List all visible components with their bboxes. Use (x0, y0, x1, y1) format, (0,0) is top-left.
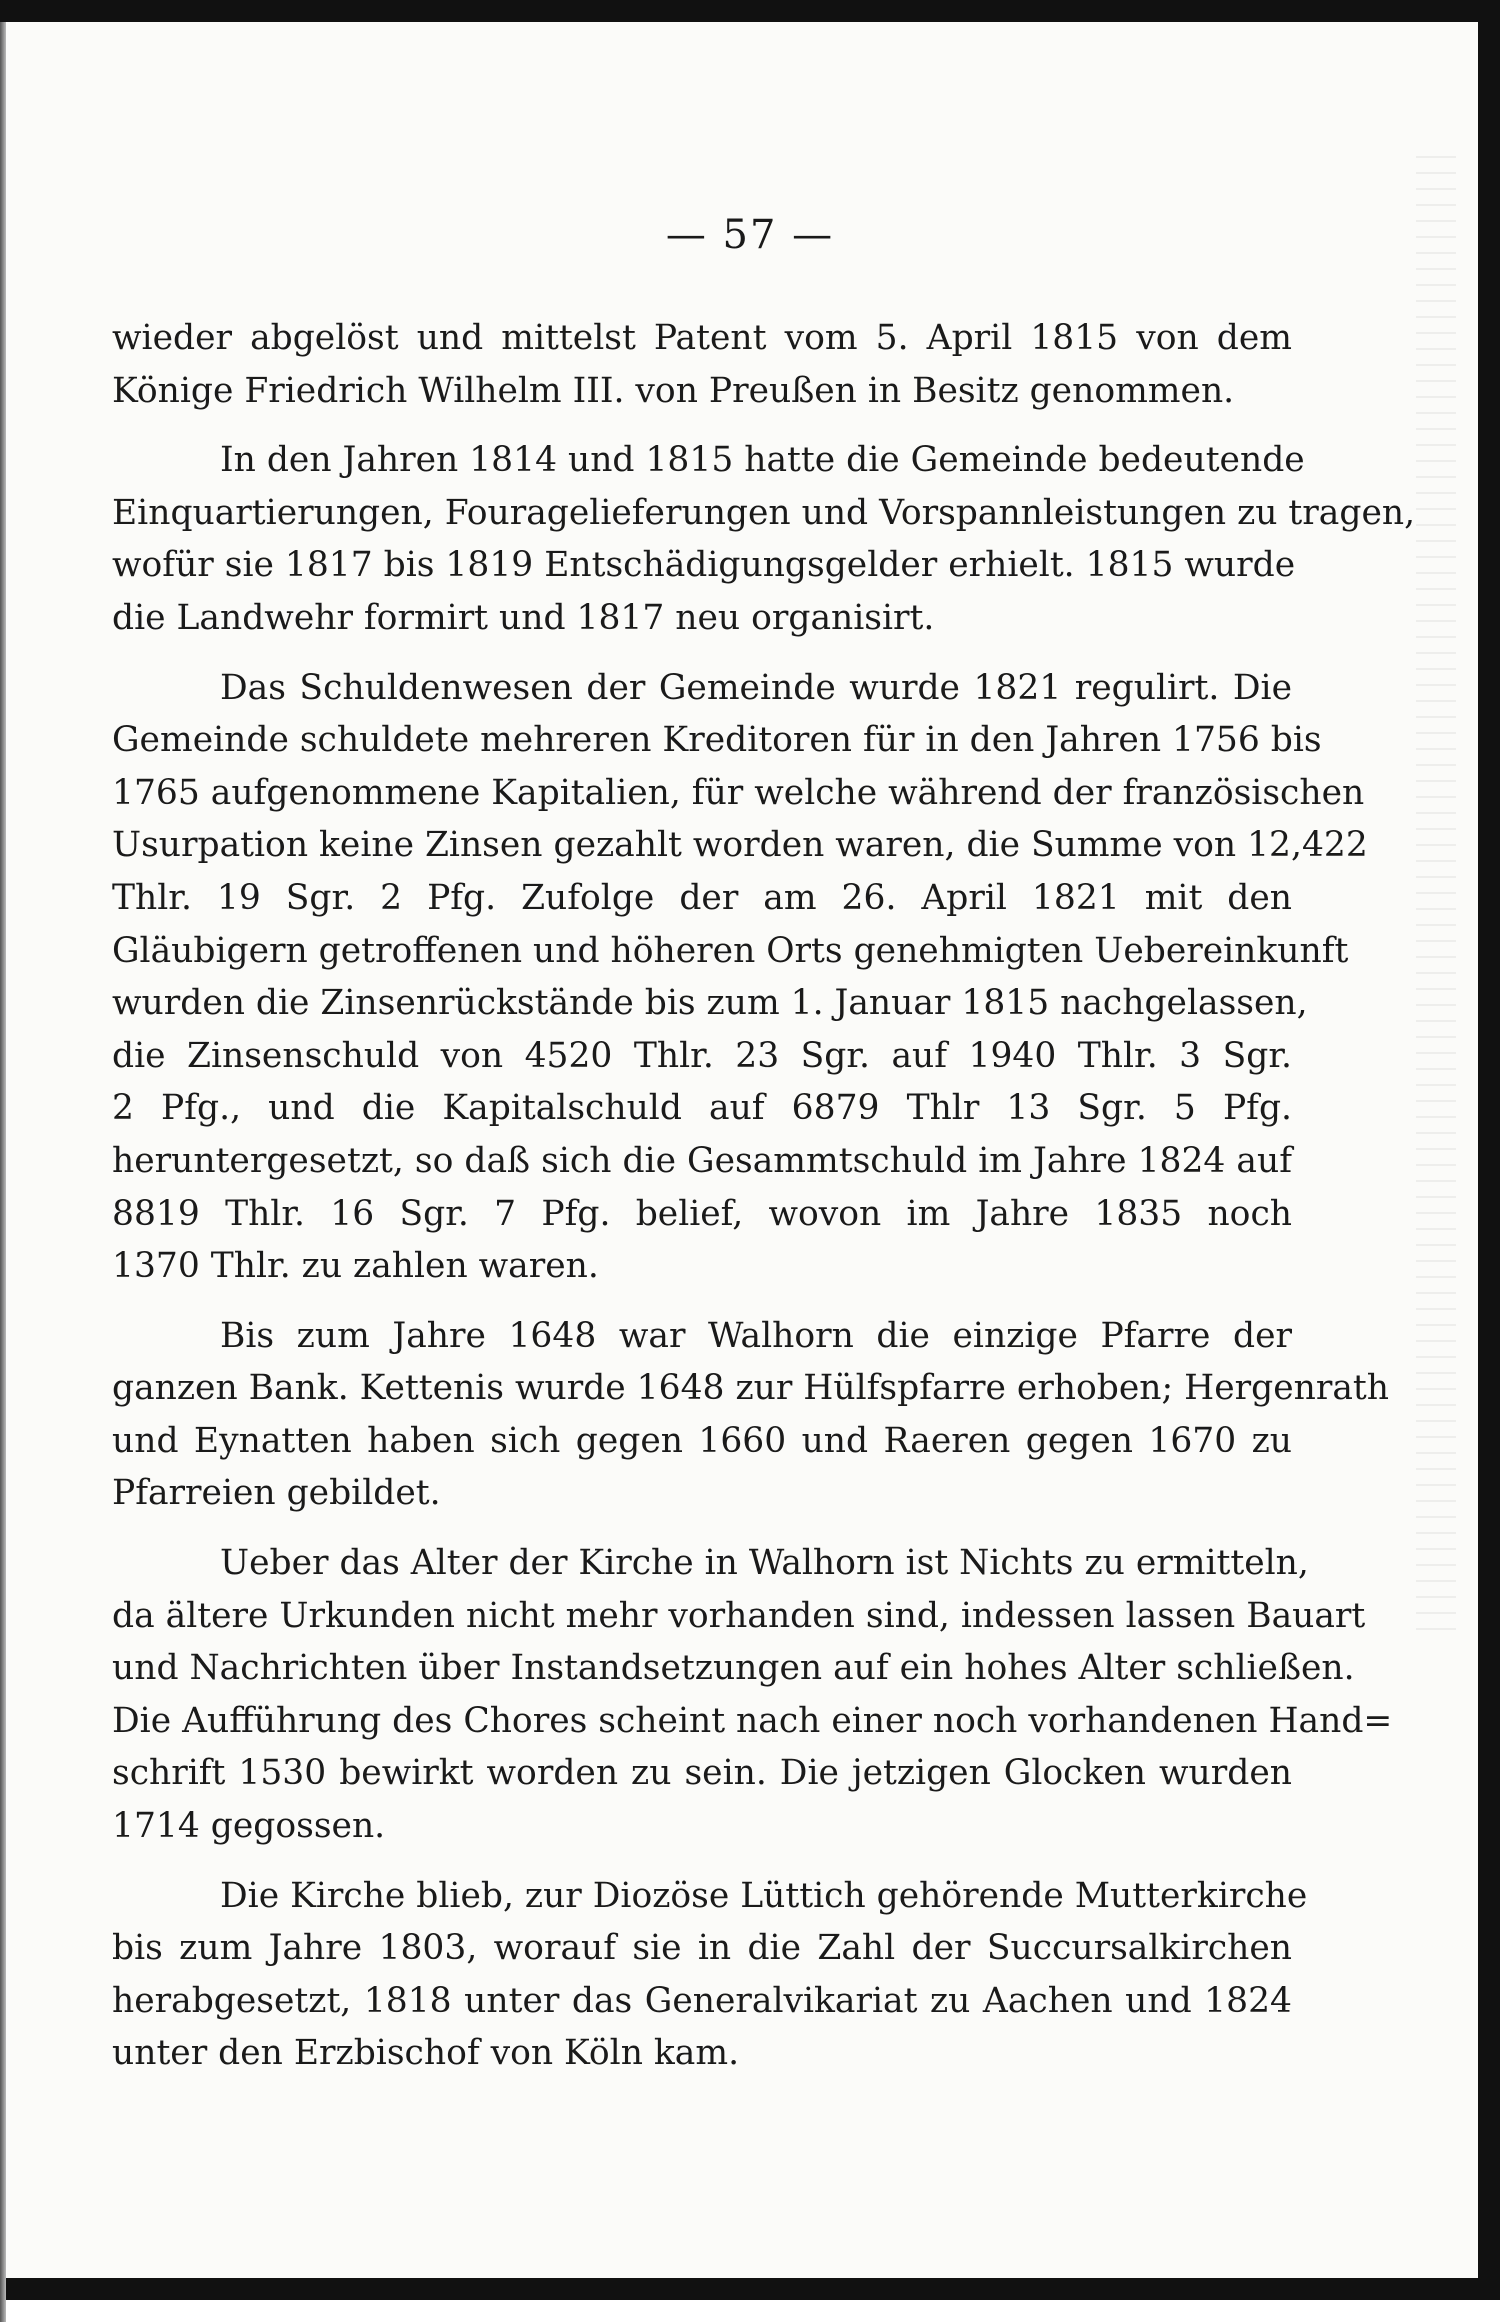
text-line: Die Kirche blieb, zur Diozöse Lüttich gehörende Mutterkirche (220, 1875, 1308, 1916)
text-line: ganzen Bank. Kettenis wurde 1648 zur Hülfspfarre erhoben; Hergenrath (112, 1368, 1389, 1409)
text-line: schrift 1530 bewirkt worden zu sein. Die jetzigen Glocken wurden (112, 1753, 1292, 1794)
text-line: herabgesetzt, 1818 unter das Generalvikariat zu Aachen und 1824 (112, 1980, 1292, 2021)
scan-noise (1416, 142, 1456, 1642)
text-line: heruntergesetzt, so daß sich die Gesammtschuld im Jahre 1824 auf (112, 1140, 1292, 1181)
paragraph (112, 662, 1368, 1293)
text-line: unter den Erzbischof von Köln kam. (112, 2033, 740, 2074)
text-line: und Nachrichten über Instandsetzungen auf ein hohes Alter schließen. (112, 1648, 1355, 1689)
text-line: wofür sie 1817 bis 1819 Entschädigungsgelder erhielt. 1815 wurde (112, 545, 1296, 586)
text-line: wurden die Zinsenrückstände bis zum 1. Januar 1815 nachgelassen, (112, 983, 1308, 1024)
body-text (112, 312, 1416, 2080)
paragraph (112, 1870, 1308, 2080)
text-line: da ältere Urkunden nicht mehr vorhanden sind, indessen lassen Bauart (112, 1595, 1366, 1636)
paragraph (112, 312, 1292, 417)
text-line: und Eynatten haben sich gegen 1660 und Raeren gegen 1670 zu (112, 1420, 1292, 1461)
text-line: 1765 aufgenommene Kapitalien, für welche während der französischen (112, 772, 1365, 813)
text-line: Einquartierungen, Fouragelieferungen und Vorspannleistungen zu tragen, (112, 492, 1416, 533)
text-line: wieder abgelöst und mittelst Patent vom 5. April 1815 von dem (112, 318, 1292, 358)
text-line: 2 Pfg., und die Kapitalschuld auf 6879 Thlr 13 Sgr. 5 Pfg. (112, 1088, 1292, 1129)
text-line: In den Jahren 1814 und 1815 hatte die Gemeinde bedeutende (220, 440, 1305, 481)
text-line: Bis zum Jahre 1648 war Walhorn die einzige Pfarre der (220, 1315, 1292, 1356)
text-line: Pfarreien gebildet. (112, 1473, 441, 1514)
text-line: Die Aufführung des Chores scheint nach einer noch vorhandenen Hand= (112, 1700, 1393, 1741)
paragraph (112, 1310, 1389, 1520)
text-line: die Landwehr formirt und 1817 neu organisirt. (112, 597, 935, 638)
text-line: Könige Friedrich Wilhelm III. von Preußen in Besitz genommen. (112, 370, 1235, 411)
text-line: Gläubigern getroffenen und höheren Orts genehmigten Uebereinkunft (112, 930, 1349, 971)
text-line: Usurpation keine Zinsen gezahlt worden waren, die Summe von 12,422 (112, 825, 1368, 866)
text-line: 1370 Thlr. zu zahlen waren. (112, 1246, 599, 1287)
text-line: 1714 gegossen. (112, 1806, 386, 1847)
text-line: Gemeinde schuldete mehreren Kreditoren für in den Jahren 1756 bis (112, 720, 1322, 761)
text-line: 8819 Thlr. 16 Sgr. 7 Pfg. belief, wovon im Jahre 1835 noch (112, 1193, 1292, 1234)
text-line: die Zinsenschuld von 4520 Thlr. 23 Sgr. auf 1940 Thlr. 3 Sgr. (112, 1035, 1292, 1076)
text-line: bis zum Jahre 1803, worauf sie in die Zahl der Succursalkirchen (112, 1928, 1292, 1969)
page-number: — 57 — (665, 212, 835, 258)
text-line: Ueber das Alter der Kirche in Walhorn ist Nichts zu ermitteln, (220, 1543, 1309, 1584)
text-line: Das Schuldenwesen der Gemeinde wurde 1821 regulirt. Die (220, 667, 1292, 708)
paragraph (112, 1537, 1393, 1853)
paragraph (112, 434, 1416, 644)
page-edge-shadow (0, 22, 6, 2322)
text-line: Thlr. 19 Sgr. 2 Pfg. Zufolge der am 26. April 1821 mit den (112, 877, 1292, 918)
